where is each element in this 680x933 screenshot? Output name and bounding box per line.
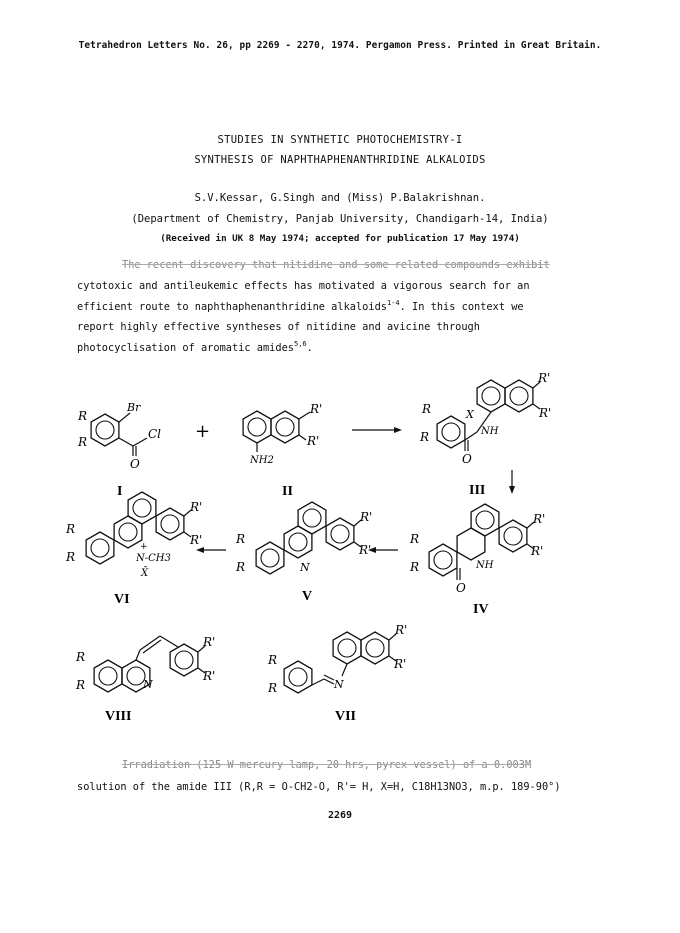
- compound-VII: [267, 623, 407, 724]
- atom-R: R: [76, 678, 86, 692]
- atom-Rp: R': [394, 657, 407, 671]
- atom-R: R: [66, 550, 76, 564]
- compound-VI: [65, 492, 202, 607]
- intro-line-3: efficient route to naphthaphenanthridine alkaloids$^{1-4}$. In this context we: [77, 298, 524, 313]
- atom-Rp: R': [533, 512, 546, 526]
- atom-NH2: NH2: [250, 455, 274, 466]
- title-line-2: SYNTHESIS OF NAPHTHAPHENANTHRIDINE ALKALOIDS: [194, 154, 486, 166]
- atom-Br: Br: [127, 401, 141, 414]
- results-paragraph: [77, 754, 637, 798]
- atom-Rp: R': [190, 533, 203, 547]
- intro-line-1: The recent discovery that nitidine and some related compounds exhibit: [122, 259, 550, 271]
- arrow-head: [196, 547, 204, 553]
- atom-R: R: [78, 435, 88, 449]
- atom-Rp: R': [538, 371, 551, 385]
- atom-NH: NH: [476, 560, 494, 571]
- atom-Rp: R': [531, 544, 544, 558]
- received-dates: (Received in UK 8 May 1974; accepted for publication 17 May 1974): [160, 233, 520, 244]
- atom-N: N: [300, 561, 310, 574]
- label-III: III: [469, 483, 486, 498]
- compound-IV: [409, 504, 545, 617]
- atom-R: R: [66, 522, 76, 536]
- results-line-1: Irradiation (125 W mercury lamp, 20 hrs, pyrex vessel) of a 0.003M: [122, 759, 532, 771]
- label-VIII: VIII: [105, 709, 132, 724]
- label-IV: IV: [473, 602, 489, 617]
- atom-R: R: [410, 560, 420, 574]
- atom-R: R: [420, 430, 430, 444]
- compound-II: [243, 402, 322, 499]
- label-VII: VII: [335, 709, 357, 724]
- atom-R: R: [236, 560, 246, 574]
- atom-Rp: R': [539, 406, 552, 420]
- arrow-head: [509, 486, 515, 494]
- atom-Rp: R': [203, 669, 216, 683]
- atom-Cl: Cl: [148, 427, 162, 441]
- atom-NH: NH: [481, 426, 499, 437]
- atom-O: O: [456, 581, 466, 595]
- intro-line-2: cytotoxic and antileukemic effects has motivated a vigorous search for an: [77, 279, 530, 292]
- label-VI: VI: [114, 592, 130, 607]
- atom-Rp: R': [310, 402, 323, 416]
- atom-Rp: R': [359, 543, 372, 557]
- charge-plus: +: [140, 542, 148, 552]
- compound-V: [235, 502, 372, 604]
- page-number: 2269: [327, 810, 353, 821]
- atom-N: N: [334, 678, 344, 691]
- intro-line-5: photocyclisation of aromatic amides$^{5,6}$.: [77, 340, 313, 355]
- label-V: V: [302, 589, 313, 604]
- atom-NCH3: N-CH3: [136, 553, 171, 564]
- plus-sign: +: [195, 421, 211, 442]
- atom-R: R: [268, 653, 278, 667]
- atom-X: X: [466, 408, 474, 421]
- atom-R: R: [422, 402, 432, 416]
- arrow-head: [394, 427, 402, 433]
- compound-VIII: [75, 635, 215, 724]
- atom-R: R: [410, 532, 420, 546]
- compound-I: [77, 401, 161, 499]
- atom-Rp: R': [203, 635, 216, 649]
- label-II: II: [282, 484, 293, 499]
- atom-Rp: R': [360, 510, 373, 524]
- authors: S.V.Kessar, G.Singh and (Miss) P.Balakrishnan.: [194, 192, 486, 204]
- atom-R: R: [78, 409, 88, 423]
- intro-line-4: report highly effective syntheses of nitidine and avicine through: [77, 321, 480, 334]
- atom-Rp: R': [307, 434, 320, 448]
- atom-Xminus: X̄: [141, 568, 149, 579]
- compound-III: [419, 371, 551, 498]
- atom-O: O: [130, 457, 140, 471]
- atom-R: R: [268, 681, 278, 695]
- title-line-1: STUDIES IN SYNTHETIC PHOTOCHEMISTRY-I: [217, 134, 463, 146]
- atom-N: N: [143, 678, 153, 691]
- atom-R: R: [236, 532, 246, 546]
- label-I: I: [117, 484, 123, 499]
- affiliation: (Department of Chemistry, Panjab University, Chandigarh-14, India): [131, 213, 549, 225]
- running-head: Tetrahedron Letters No. 26, pp 2269 - 2270, 1974. Pergamon Press. Printed in Great Britain.: [78, 40, 602, 51]
- results-line-2: solution of the amide III (R,R = O-CH2-O, R'= H, X=H, C18H13NO3, m.p. 189-90°): [77, 781, 561, 793]
- atom-R: R: [76, 650, 86, 664]
- atom-O: O: [462, 452, 472, 466]
- atom-Rp: R': [190, 500, 203, 514]
- atom-Rp: R': [395, 623, 408, 637]
